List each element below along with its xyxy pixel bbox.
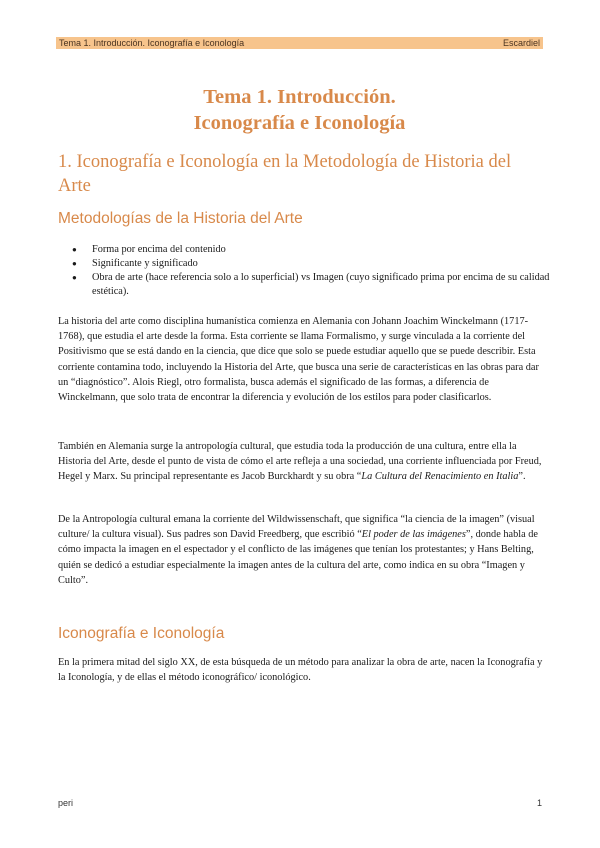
header-title: Tema 1. Introducción. Iconografía e Iconología [59, 38, 245, 48]
document-title [56, 84, 543, 136]
section-heading-1: 1. Iconografía e Iconología en la Metodología de Historia del Arte [58, 152, 512, 196]
header-author: Escardiel [502, 38, 540, 48]
footer-label: peri [58, 798, 74, 808]
paragraph-iconography-method: En la primera mitad del siglo XX, de esta búsqueda de un método para analizar la obra de arte, nacen la Iconografía y la Iconología, y de ellas el método iconográfico/ iconológico. [58, 657, 543, 684]
running-header [56, 37, 543, 49]
bullet-icon: ● [72, 245, 77, 254]
subsection-heading-iconography: Iconografía e Iconología [58, 625, 225, 642]
book-title-italic: La Cultura del Renacimiento en Italia [361, 471, 519, 483]
list-item: ● Obra de arte (hace referencia solo a lo superficial) vs Imagen (cuyo significado prima por encima de su calidad estética). [72, 272, 550, 297]
page-number: 1 [537, 798, 543, 808]
paragraph-cultural-anthropology: También en Alemania surge la antropología cultural, que estudia toda la producción de una cultura, entre ella la Historia del Arte, desde el punto de vista de cómo el arte refleja a una sociedad, una corriente influenciada por Freud, Hegel y Marx. Su principal representante es Jacob Burckhardt y su obra “La Cultura del Renacimiento en Italia”. [58, 441, 542, 483]
list-item: ● Significante y significado [72, 258, 198, 269]
paragraph-wildwissenschaft: De la Antropología cultural emana la corriente del Wildwissenschaft, que significa “la ciencia de la imagen” (visual culture/ la cultura visual). Sus padres son David Freedberg, que escribió “El poder de las imágenes”, donde habla de cómo impacta la imagen en el espectador y el conflicto de las imágenes que tenían los protestantes; y Hans Belting, quién se dedicó a estudiar especialmente la imagen antes de la cultura del arte, como indica en su obra “Imagen y Culto”. [58, 514, 538, 586]
bullet-list [58, 243, 572, 299]
list-item: ● Forma por encima del contenido [72, 244, 226, 255]
title-line-2: Iconografía e Iconología [193, 112, 406, 134]
bullet-icon: ● [72, 259, 77, 268]
title-line-1: Tema 1. Introducción. [203, 86, 396, 108]
book-title-italic: El poder de las imágenes [361, 529, 466, 541]
subsection-heading-methodologies: Metodologías de la Historia del Arte [58, 210, 303, 227]
bullet-icon: ● [72, 273, 77, 282]
paragraph-formalism: La historia del arte como disciplina humanística comienza en Alemania con Johann Joachim Winckelmann (1717-1768), que estudia el arte desde la forma. Esta corriente se llama Formalismo, y surge vinculada a la corriente del Positivismo que se está dando en la ciencia, que dice que solo se puede estudiar aquello que se puede describir. Esta corriente contamina todo, incluyendo la Historia del Arte, que busca una serie de características en las obras para dar un “diagnóstico”. Alois Riegl, otro formalista, busca además el significado de las formas, a diferencia de Winckelmann, que solo trata de encontrar la diferencia y evolución de los estilos para poder clasificarlos. [58, 316, 539, 404]
